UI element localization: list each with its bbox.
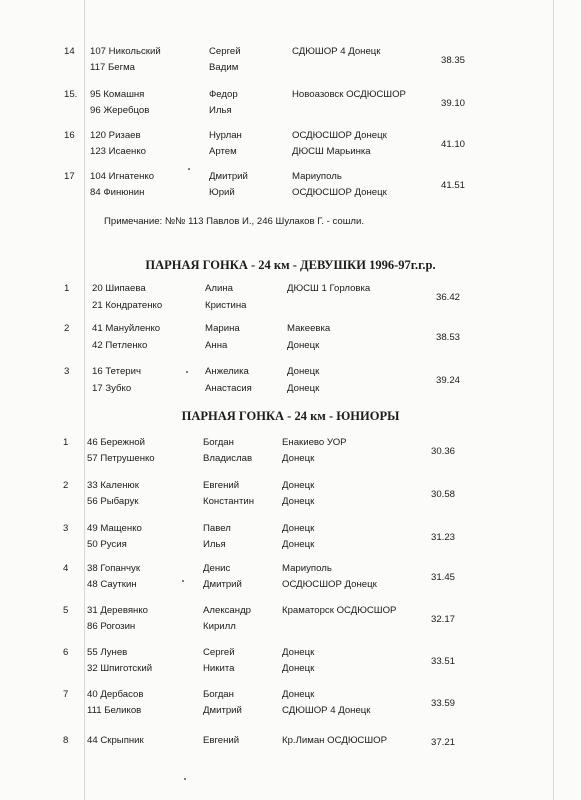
athlete-bib-surname: 55 Лунев (87, 647, 128, 658)
athlete-bib-surname: 46 Бережной (87, 437, 145, 448)
athlete-first-name: Кристина (205, 300, 247, 311)
athlete-first-name: Павел (203, 523, 231, 534)
athlete-first-name: Владислав (203, 453, 253, 464)
finish-time: 41.10 (441, 139, 466, 150)
athlete-first-name: Юрий (209, 187, 235, 198)
place-number: 7 (63, 689, 69, 700)
athlete-first-name: Денис (203, 563, 231, 574)
heading-girls-pair-race: ПАРНАЯ ГОНКА - 24 км - ДЕВУШКИ 1996-97г.г.р. (145, 258, 436, 272)
place-number: 2 (63, 480, 69, 491)
athlete-first-name: Евгений (203, 735, 240, 746)
club-name: Донецк (282, 480, 315, 491)
club-name: СДЮШОР 4 Донецк (282, 705, 371, 716)
athlete-bib-surname: 104 Игнатенко (90, 171, 155, 182)
club-name: ДЮСШ 1 Горловка (287, 283, 371, 294)
athlete-bib-surname: 41 Мануйленко (92, 323, 161, 334)
athlete-bib-surname: 44 Скрыпник (87, 735, 144, 746)
athlete-first-name: Алина (205, 283, 233, 294)
athlete-bib-surname: 32 Шпиготский (87, 663, 153, 674)
club-name: Донецк (282, 453, 315, 464)
place-number: 8 (63, 735, 69, 746)
athlete-first-name: Вадим (209, 62, 239, 73)
club-name: Новоазовск ОСДЮСШОР (292, 89, 406, 100)
finish-time: 31.45 (431, 572, 456, 583)
club-name: Донецк (282, 663, 315, 674)
place-number: 16 (64, 130, 75, 141)
scan-speck (186, 371, 188, 373)
athlete-first-name: Александр (203, 605, 252, 616)
scan-speck (184, 778, 186, 780)
place-number: 5 (63, 605, 69, 616)
place-number: 14 (64, 46, 75, 57)
athlete-first-name: Анастасия (205, 383, 252, 394)
club-name: Краматорск ОСДЮСШОР (282, 605, 397, 616)
club-name: ОСДЮСШОР Донецк (292, 187, 387, 198)
right-scan-edge (553, 0, 554, 800)
athlete-bib-surname: 120 Ризаев (90, 130, 141, 141)
athlete-bib-surname: 38 Гопанчук (87, 563, 141, 574)
finish-time: 39.24 (436, 375, 461, 386)
athlete-first-name: Илья (209, 105, 232, 116)
athlete-bib-surname: 48 Сауткин (87, 579, 137, 590)
athlete-first-name: Богдан (203, 437, 234, 448)
athlete-bib-surname: 56 Рыбарук (87, 496, 139, 507)
athlete-first-name: Дмитрий (203, 705, 242, 716)
athlete-bib-surname: 42 Петленко (92, 340, 148, 351)
club-name: Донецк (282, 496, 315, 507)
athlete-bib-surname: 96 Жеребцов (90, 105, 150, 116)
athlete-bib-surname: 33 Каленюк (87, 480, 139, 491)
athlete-bib-surname: 49 Мащенко (87, 523, 142, 534)
club-name: Енакиево УОР (282, 437, 347, 448)
athlete-bib-surname: 84 Финюнин (90, 187, 145, 198)
place-number: 3 (64, 366, 70, 377)
athlete-first-name: Нурлан (209, 130, 242, 141)
heading-juniors-pair-race: ПАРНАЯ ГОНКА - 24 км - ЮНИОРЫ (181, 409, 400, 423)
athlete-bib-surname: 107 Никольский (90, 46, 161, 57)
club-name: Макеевка (287, 323, 331, 334)
place-number: 6 (63, 647, 69, 658)
athlete-first-name: Евгений (203, 480, 240, 491)
finish-time: 38.53 (436, 332, 461, 343)
athlete-bib-surname: 16 Тетерич (92, 366, 141, 377)
athlete-bib-surname: 50 Русия (87, 539, 127, 550)
athlete-first-name: Никита (203, 663, 235, 674)
club-name: СДЮШОР 4 Донецк (292, 46, 381, 57)
athlete-first-name: Анжелика (205, 366, 249, 377)
athlete-first-name: Марина (205, 323, 240, 334)
club-name: Донецк (282, 647, 315, 658)
athlete-first-name: Кирилл (203, 621, 236, 632)
club-name: Мариуполь (282, 563, 332, 574)
athlete-bib-surname: 111 Беликов (87, 705, 142, 716)
club-name: Кр.Лиман ОСДЮСШОР (282, 735, 387, 746)
athlete-bib-surname: 86 Рогозин (87, 621, 136, 632)
place-number: 3 (63, 523, 69, 534)
left-scan-edge (84, 0, 85, 800)
finish-time: 31.23 (431, 532, 456, 543)
athlete-first-name: Сергей (209, 46, 241, 57)
athlete-bib-surname: 95 Комашня (90, 89, 145, 100)
athlete-first-name: Дмитрий (209, 171, 248, 182)
finish-time: 37.21 (431, 737, 456, 748)
place-number: 15. (64, 89, 78, 100)
finish-time: 30.36 (431, 446, 456, 457)
finish-time: 38.35 (441, 55, 466, 66)
athlete-bib-surname: 20 Шипаева (92, 283, 146, 294)
finish-time: 33.59 (431, 698, 456, 709)
finish-time: 41.51 (441, 180, 466, 191)
club-name: Донецк (282, 523, 315, 534)
athlete-first-name: Дмитрий (203, 579, 242, 590)
athlete-bib-surname: 17 Зубко (92, 383, 132, 394)
finish-time: 32.17 (431, 614, 456, 625)
club-name: Донецк (282, 539, 315, 550)
place-number: 17 (64, 171, 75, 182)
scan-speck (188, 168, 190, 170)
place-number: 1 (63, 437, 69, 448)
finish-time: 36.42 (436, 292, 461, 303)
club-name: Донецк (287, 366, 320, 377)
place-number: 4 (63, 563, 69, 574)
athlete-first-name: Константин (203, 496, 254, 507)
place-number: 2 (64, 323, 70, 334)
athlete-bib-surname: 21 Кондратенко (92, 300, 163, 311)
place-number: 1 (64, 283, 70, 294)
athlete-bib-surname: 31 Деревянко (87, 605, 148, 616)
athlete-first-name: Артем (209, 146, 237, 157)
club-name: ОСДЮСШОР Донецк (282, 579, 377, 590)
finish-time: 39.10 (441, 98, 466, 109)
athlete-first-name: Сергей (203, 647, 235, 658)
athlete-first-name: Федор (209, 89, 238, 100)
club-name: ДЮСШ Марьинка (292, 146, 371, 157)
athlete-first-name: Илья (203, 539, 226, 550)
athlete-first-name: Богдан (203, 689, 234, 700)
scan-speck (182, 580, 184, 582)
athlete-bib-surname: 40 Дербасов (87, 689, 144, 700)
athlete-bib-surname: 117 Бегма (90, 62, 136, 73)
note-withdrawn: Примечание: №№ 113 Павлов И., 246 Шулаков Г. - сошли. (104, 216, 365, 227)
athlete-bib-surname: 57 Петрушенко (87, 453, 155, 464)
club-name: Донецк (287, 340, 320, 351)
club-name: Донецк (287, 383, 320, 394)
finish-time: 30.58 (431, 489, 456, 500)
athlete-bib-surname: 123 Исаенко (90, 146, 146, 157)
athlete-first-name: Анна (205, 340, 228, 351)
club-name: Мариуполь (292, 171, 342, 182)
club-name: Донецк (282, 689, 315, 700)
finish-time: 33.51 (431, 656, 456, 667)
club-name: ОСДЮСШОР Донецк (292, 130, 387, 141)
